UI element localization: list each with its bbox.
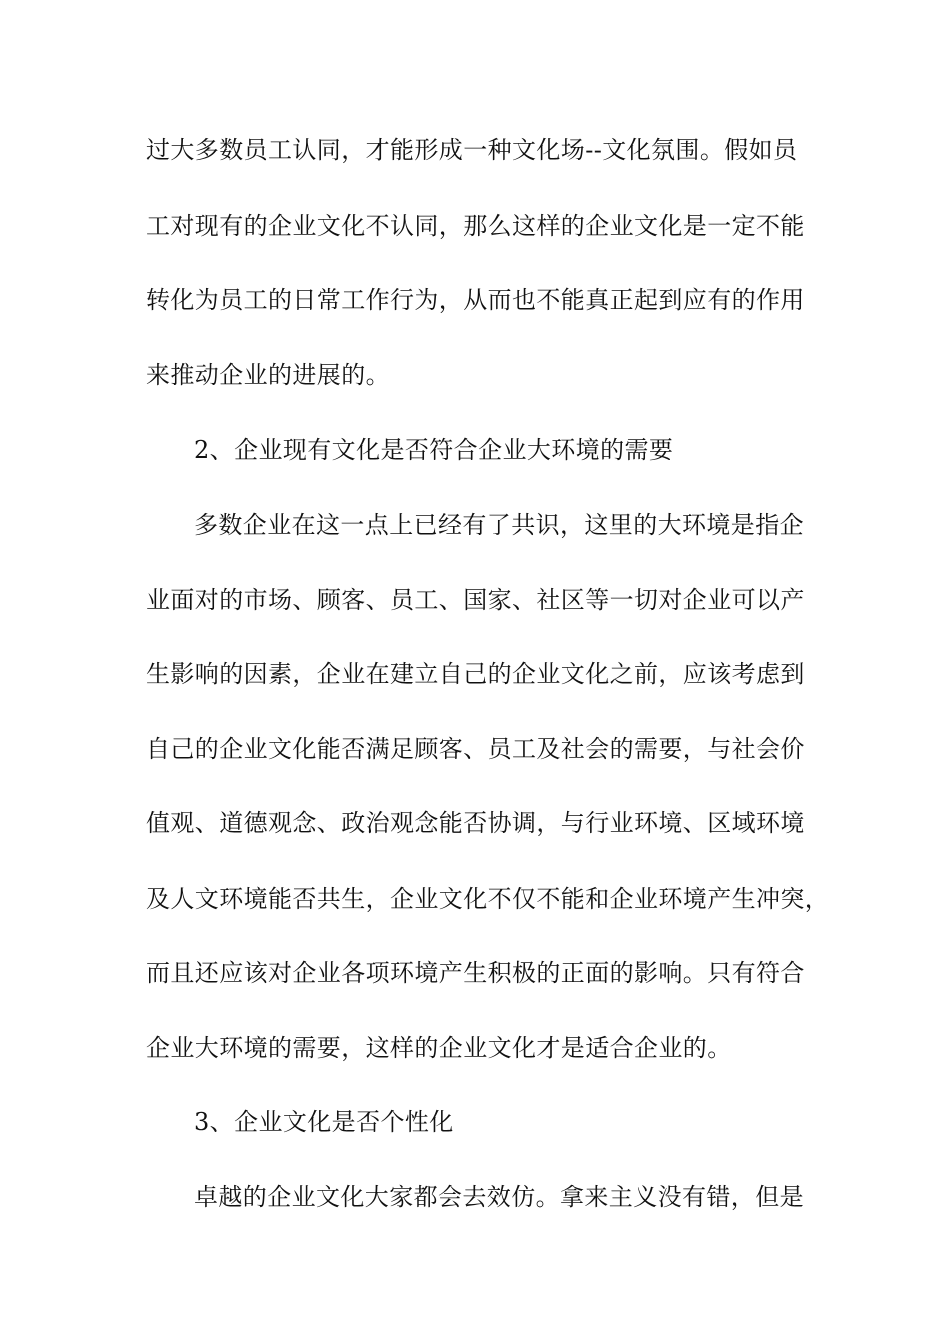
paragraph-line: 自己的企业文化能否满足顾客、员工及社会的需要，与社会价 xyxy=(146,735,805,763)
paragraph-line: 来推动企业的进展的。 xyxy=(146,361,390,389)
paragraph-line: 业面对的市场、顾客、员工、国家、社区等一切对企业可以产 xyxy=(146,586,805,614)
paragraph-line: 企业大环境的需要，这样的企业文化才是适合企业的。 xyxy=(146,1034,732,1062)
paragraph-line: 生影响的因素，企业在建立自己的企业文化之前，应该考虑到 xyxy=(146,660,805,688)
paragraph-line: 工对现有的企业文化不认同，那么这样的企业文化是一定不能 xyxy=(146,212,805,240)
paragraph-line: 多数企业在这一点上已经有了共识，这里的大环境是指企 xyxy=(194,511,804,539)
paragraph-line: 过大多数员工认同，才能形成一种文化场--文化氛围。假如员 xyxy=(146,136,798,164)
paragraph-line: 卓越的企业文化大家都会去效仿。拿来主义没有错，但是 xyxy=(194,1183,804,1211)
section-heading: 2、企业现有文化是否符合企业大环境的需要 xyxy=(194,436,674,464)
paragraph-line: 值观、道德观念、政治观念能否协调，与行业环境、区域环境 xyxy=(146,809,805,837)
paragraph-line: 而且还应该对企业各项环境产生积极的正面的影响。只有符合 xyxy=(146,959,805,987)
paragraph-line: 转化为员工的日常工作行为，从而也不能真正起到应有的作用 xyxy=(146,286,805,314)
section-heading: 3、企业文化是否个性化 xyxy=(194,1108,454,1136)
paragraph-line: 及人文环境能否共生，企业文化不仅不能和企业环境产生冲突， xyxy=(146,885,830,913)
